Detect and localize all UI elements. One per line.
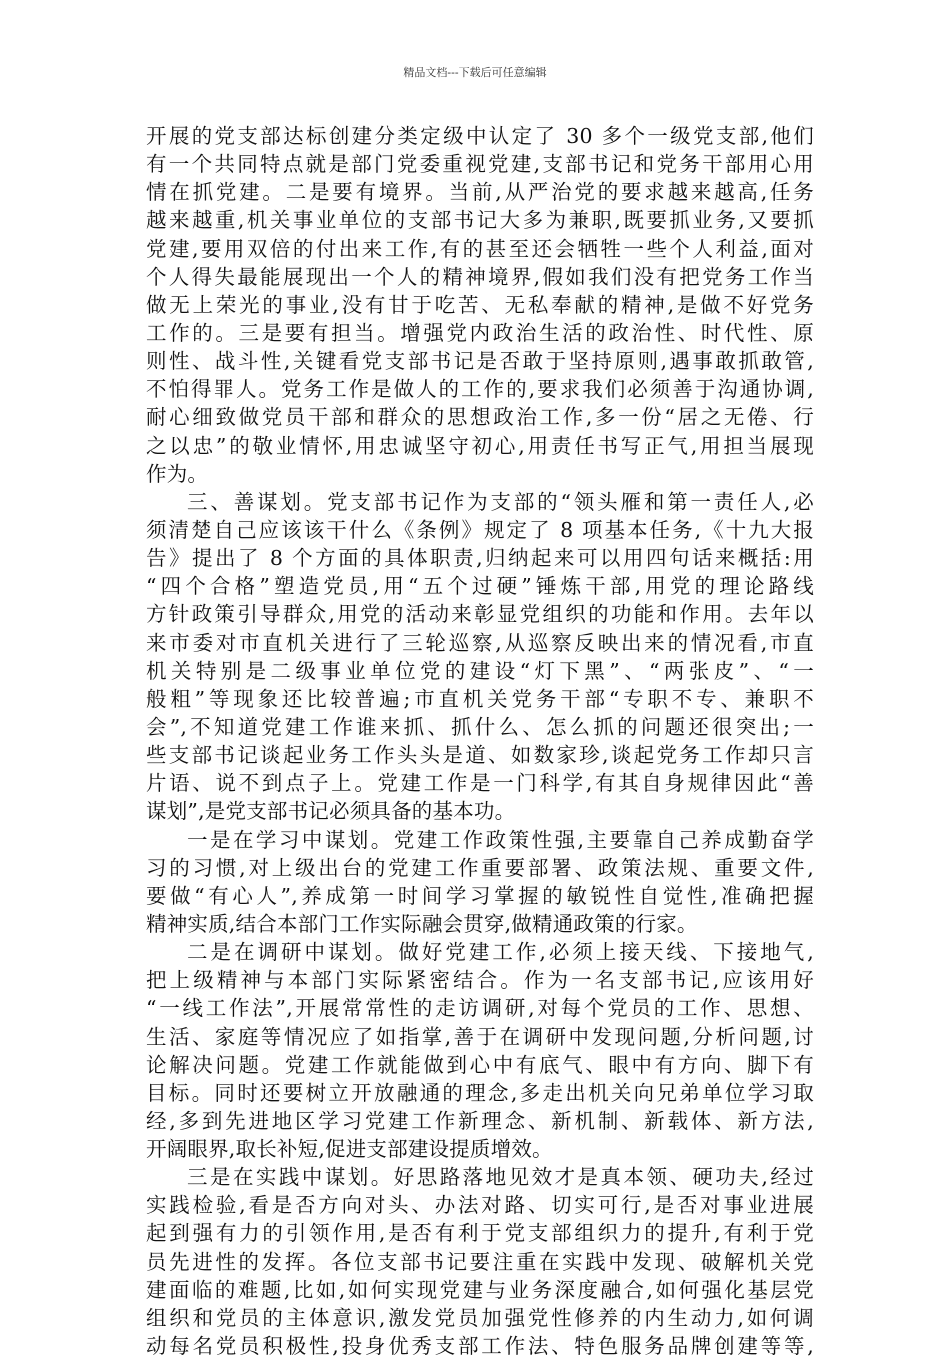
text-line: 有一个共同特点就是部门党委重视党建,支部书记和党务干部用心用 xyxy=(146,152,814,177)
paragraph-start-line: 三、善谋划。党支部书记作为支部的“领头雁和第一责任人,必 xyxy=(187,489,814,514)
paragraph-start-line: 一是在学习中谋划。党建工作政策性强,主要靠自己养成勤奋学 xyxy=(187,827,814,852)
text-line: 个人得失最能展现出一个人的精神境界,假如我们没有把党务工作当 xyxy=(146,264,814,289)
text-line: 组织和党员的主体意识,激发党员加强党性修养的内生动力,如何调 xyxy=(146,1305,814,1330)
text-line: 起到强有力的引领作用,是否有利于党支部组织力的提升,有利于党 xyxy=(146,1221,814,1246)
text-line: 些支部书记谈起业务工作头头是道、如数家珍,谈起党务工作却只言 xyxy=(146,743,814,768)
text-line: 论解决问题。党建工作就能做到心中有底气、眼中有方向、脚下有 xyxy=(146,1052,814,1077)
text-line: 习的习惯,对上级出台的党建工作重要部署、政策法规、重要文件, xyxy=(146,855,814,880)
paragraph-end-line: 谋划”,是党支部书记必须具备的基本功。 xyxy=(146,799,516,824)
document-body xyxy=(146,122,814,1360)
paragraph-start-line: 二是在调研中谋划。做好党建工作,必须上接天线、下接地气, xyxy=(187,940,814,965)
text-line: 生活、家庭等情况应了如指掌,善于在调研中发现问题,分析问题,讨 xyxy=(146,1024,814,1049)
text-line: 方针政策引导群众,用党的活动来彰显党组织的功能和作用。去年以 xyxy=(146,602,814,627)
text-line: 须清楚自己应该该干什么《条例》规定了 8 项基本任务,《十九大报 xyxy=(146,517,814,542)
text-line: 把上级精神与本部门实际紧密结合。作为一名支部书记,应该用好 xyxy=(146,968,814,993)
text-line: 则性、战斗性,关键看党支部书记是否敢于坚持原则,遇事敢抓敢管, xyxy=(146,349,814,374)
text-line: 情在抓党建。二是要有境界。当前,从严治党的要求越来越高,任务 xyxy=(146,180,814,205)
paragraph-start-line: 三是在实践中谋划。好思路落地见效才是真本领、硬功夫,经过 xyxy=(187,1165,814,1190)
text-line: 目标。同时还要树立开放融通的理念,多走出机关向兄弟单位学习取 xyxy=(146,1080,814,1105)
text-line: 实践检验,看是否方向对头、办法对路、切实可行,是否对事业进展 xyxy=(146,1193,814,1218)
text-line: 机关特别是二级事业单位党的建设“灯下黑”、“两张皮”、“一 xyxy=(146,658,814,683)
text-line: 工作的。三是要有担当。增强党内政治生活的政治性、时代性、原 xyxy=(146,320,814,345)
text-line: “四个合格”塑造党员,用“五个过硬”锤炼干部,用党的理论路线 xyxy=(146,574,814,599)
text-line: 经,多到先进地区学习党建工作新理念、新机制、新载体、新方法, xyxy=(146,1108,814,1133)
text-line: 要做“有心人”,养成第一时间学习掌握的敏锐性自觉性,准确把握 xyxy=(146,883,814,908)
page-header: 精品文档---下载后可任意编辑 xyxy=(403,66,547,79)
text-line: 告》提出了 8 个方面的具体职责,归纳起来可以用四句话来概括:用 xyxy=(146,546,814,571)
text-line: “一线工作法”,开展常常性的走访调研,对每个党员的工作、思想、 xyxy=(146,996,814,1021)
text-line: 之以忠”的敬业情怀,用忠诚坚守初心,用责任书写正气,用担当展现 xyxy=(146,433,814,458)
text-line: 耐心细致做党员干部和群众的思想政治工作,多一份“居之无倦、行 xyxy=(146,405,814,430)
text-line: 做无上荣光的事业,没有甘于吃苦、无私奉献的精神,是做不好党务 xyxy=(146,292,814,317)
text-line: 般粗”等现象还比较普遍;市直机关党务干部“专职不专、兼职不 xyxy=(146,686,814,711)
text-line: 来市委对市直机关进行了三轮巡察,从巡察反映出来的情况看,市直 xyxy=(146,630,814,655)
text-line: 动每名党员积极性,投身优秀支部工作法、特色服务品牌创建等等, xyxy=(146,1334,814,1359)
text-line: 片语、说不到点子上。党建工作是一门科学,有其自身规律因此“善 xyxy=(146,771,814,796)
paragraph-end-line: 开阔眼界,取长补短,促进支部建设提质增效。 xyxy=(146,1137,553,1162)
text-line: 建面临的难题,比如,如何实现党建与业务深度融合,如何强化基层党 xyxy=(146,1277,814,1302)
text-line: 越来越重,机关事业单位的支部书记大多为兼职,既要抓业务,又要抓 xyxy=(146,208,814,233)
paragraph-end-line: 作为。 xyxy=(146,461,209,486)
text-line: 不怕得罪人。党务工作是做人的工作的,要求我们必须善于沟通协调, xyxy=(146,377,814,402)
text-line: 党建,要用双倍的付出来工作,有的甚至还会牺牲一些个人利益,面对 xyxy=(146,236,814,261)
text-line: 员先进性的发挥。各位支部书记要注重在实践中发现、破解机关党 xyxy=(146,1249,814,1274)
text-line: 会”,不知道党建工作谁来抓、抓什么、怎么抓的问题还很突出;一 xyxy=(146,714,814,739)
paragraph-end-line: 精神实质,结合本部门工作实际融会贯穿,做精通政策的行家。 xyxy=(146,911,698,936)
text-line: 开展的党支部达标创建分类定级中认定了 30 多个一级党支部,他们 xyxy=(146,124,814,148)
